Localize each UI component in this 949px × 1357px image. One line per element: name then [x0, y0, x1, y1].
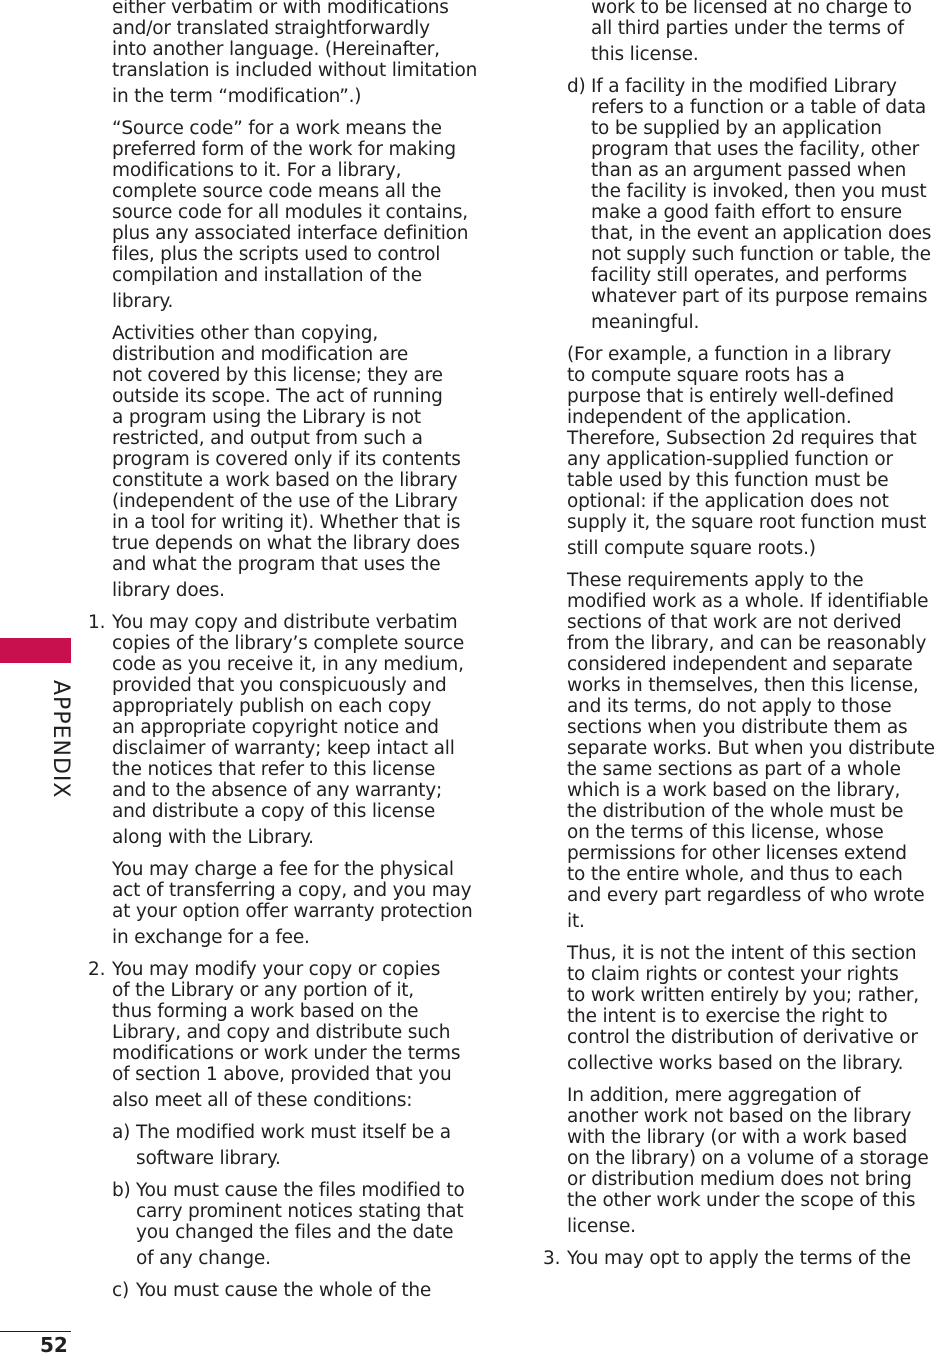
text-line: modifications to it. For a library,: [112, 160, 402, 181]
text-line: source code for all modules it contains,: [112, 202, 468, 223]
paragraph: [88, 118, 508, 312]
text-line: program that uses the facility, other: [591, 139, 920, 160]
text-line: You may charge a fee for the physical: [112, 859, 454, 880]
text-line: modifications or work under the terms: [112, 1043, 461, 1064]
text-line: distribution and modification are: [112, 344, 409, 365]
text-line: refers to a function or a table of data: [591, 97, 927, 118]
text-line: than as an argument passed when: [591, 160, 907, 181]
text-line: You must cause the files modified to: [136, 1180, 465, 1201]
text-line: at your option offer warranty protection: [112, 901, 473, 922]
list-item: [88, 612, 508, 848]
text-line: In addition, mere aggregation of: [567, 1085, 861, 1106]
text-line: considered independent and separate: [567, 654, 913, 675]
text-line: (For example, a function in a library: [567, 344, 892, 365]
text-line: in the term “modification”.): [112, 86, 362, 107]
list-marker: c): [112, 1280, 129, 1301]
text-line: appropriately publish on each copy: [112, 696, 432, 717]
text-line: of section 1 above, provided that you: [112, 1064, 452, 1085]
text-line: not covered by this license; they are: [112, 365, 443, 386]
text-line: You may copy and distribute verbatim: [112, 612, 458, 633]
text-line: to work written entirely by you; rather,: [567, 985, 919, 1006]
text-line: a program using the Library is not: [112, 407, 421, 428]
text-line: to claim rights or contest your rights: [567, 964, 899, 985]
text-line: purpose that is entirely well-defined: [567, 386, 894, 407]
text-line: and to the absence of any warranty;: [112, 780, 443, 801]
text-line: true depends on what the library does: [112, 533, 460, 554]
text-line: facility still operates, and performs: [591, 265, 907, 286]
section-label: APPENDIX: [48, 680, 73, 799]
paragraph: [543, 0, 949, 65]
text-line: modified work as a whole. If identifiable: [567, 591, 929, 612]
text-line: library.: [112, 291, 174, 312]
list-marker: b): [112, 1180, 131, 1201]
text-line: copies of the library’s complete source: [112, 633, 465, 654]
text-line: another work not based on the library: [567, 1106, 912, 1127]
text-line: from the library, and can be reasonably: [567, 633, 927, 654]
text-line: plus any associated interface definition: [112, 223, 469, 244]
text-line: compilation and installation of the: [112, 265, 422, 286]
text-line: to be supplied by an application: [591, 118, 882, 139]
text-line: all third parties under the terms of: [591, 18, 904, 39]
text-line: to compute square roots has a: [567, 365, 845, 386]
list-item: [88, 1122, 508, 1169]
right-column: [543, 0, 949, 1280]
text-line: thus forming a work based on the: [112, 1001, 419, 1022]
text-line: of the Library or any portion of it,: [112, 980, 414, 1001]
text-line: control the distribution of derivative or: [567, 1027, 918, 1048]
text-line: sections when you distribute them as: [567, 717, 908, 738]
text-line: this license.: [591, 44, 699, 65]
left-column: [88, 0, 508, 1312]
text-line: works in themselves, then this license,: [567, 675, 919, 696]
text-line: any application-supplied function or: [567, 449, 893, 470]
list-marker: 3.: [543, 1248, 561, 1269]
text-line: along with the Library.: [112, 827, 314, 848]
text-line: optional: if the application does not: [567, 491, 889, 512]
paragraph: [88, 0, 508, 107]
text-line: files, plus the scripts used to control: [112, 244, 441, 265]
text-line: Activities other than copying,: [112, 323, 379, 344]
text-line: independent of the application.: [567, 407, 852, 428]
paragraph: [543, 943, 949, 1074]
text-line: make a good faith effort to ensure: [591, 202, 902, 223]
text-line: “Source code” for a work means the: [112, 118, 442, 139]
list-item: [88, 1280, 508, 1301]
text-line: which is a work based on the library,: [567, 780, 901, 801]
text-line: the same sections as part of a whole: [567, 759, 901, 780]
text-line: work to be licensed at no charge to: [591, 0, 912, 18]
text-line: in a tool for writing it). Whether that is: [112, 512, 461, 533]
text-line: program is covered only if its contents: [112, 449, 461, 470]
list-marker: a): [112, 1122, 131, 1143]
text-line: collective works based on the library.: [567, 1053, 904, 1074]
list-marker: 2.: [88, 959, 106, 980]
text-line: still compute square roots.): [567, 538, 816, 559]
list-marker: d): [567, 76, 586, 97]
text-line: software library.: [136, 1148, 281, 1169]
text-line: restricted, and output from such a: [112, 428, 423, 449]
text-line: and its terms, do not apply to those: [567, 696, 892, 717]
text-line: These requirements apply to the: [567, 570, 864, 591]
text-line: and what the program that uses the: [112, 554, 441, 575]
text-line: into another language. (Hereinafter,: [112, 39, 440, 60]
text-line: the distribution of the whole must be: [567, 801, 904, 822]
text-line: or distribution medium does not bring: [567, 1169, 912, 1190]
text-line: constitute a work based on the library: [112, 470, 458, 491]
text-line: to the entire whole, and thus to each: [567, 864, 903, 885]
paragraph: [543, 344, 949, 559]
text-line: of any change.: [136, 1248, 271, 1269]
text-line: table used by this function must be: [567, 470, 889, 491]
text-line: the other work under the scope of this: [567, 1190, 916, 1211]
text-line: The modified work must itself be a: [136, 1122, 451, 1143]
text-line: provided that you conspicuously and: [112, 675, 447, 696]
section-tab-marker: [0, 638, 71, 663]
text-line: with the library (or with a work based: [567, 1127, 908, 1148]
text-line: in exchange for a fee.: [112, 927, 310, 948]
text-line: You must cause the whole of the: [136, 1280, 432, 1301]
text-line: on the terms of this license, whose: [567, 822, 884, 843]
text-line: either verbatim or with modifications: [112, 0, 449, 18]
text-line: carry prominent notices stating that: [136, 1201, 464, 1222]
text-line: Therefore, Subsection 2d requires that: [567, 428, 917, 449]
text-line: the facility is invoked, then you must: [591, 181, 927, 202]
paragraph: [543, 1085, 949, 1237]
text-line: that, in the event an application does: [591, 223, 932, 244]
text-line: and/or translated straightforwardly: [112, 18, 430, 39]
text-line: the intent is to exercise the right to: [567, 1006, 888, 1027]
text-line: license.: [567, 1216, 636, 1237]
text-line: permissions for other licenses extend: [567, 843, 907, 864]
text-line: You may opt to apply the terms of the: [567, 1248, 911, 1269]
text-line: Thus, it is not the intent of this section: [567, 943, 917, 964]
text-line: If a facility in the modified Library: [591, 76, 897, 97]
text-line: whatever part of its purpose remains: [591, 286, 928, 307]
paragraph: [88, 323, 508, 601]
text-line: it.: [567, 911, 585, 932]
list-item: [88, 1180, 508, 1269]
list-item: [543, 1248, 949, 1269]
text-line: code as you receive it, in any medium,: [112, 654, 464, 675]
text-line: separate works. But when you distribute: [567, 738, 935, 759]
text-line: supply it, the square root function must: [567, 512, 927, 533]
text-line: the notices that refer to this license: [112, 759, 436, 780]
text-line: on the library) on a volume of a storage: [567, 1148, 929, 1169]
text-line: preferred form of the work for making: [112, 139, 456, 160]
text-line: translation is included without limitation: [112, 60, 478, 81]
text-line: outside its scope. The act of running: [112, 386, 443, 407]
text-line: sections of that work are not derived: [567, 612, 902, 633]
list-item: [88, 959, 508, 1111]
text-line: disclaimer of warranty; keep intact all: [112, 738, 455, 759]
list-item: [543, 76, 949, 333]
text-line: complete source code means all the: [112, 181, 442, 202]
text-line: (independent of the use of the Library: [112, 491, 458, 512]
text-line: You may modify your copy or copies: [112, 959, 441, 980]
text-line: also meet all of these conditions:: [112, 1090, 413, 1111]
text-line: act of transferring a copy, and you may: [112, 880, 472, 901]
text-line: Library, and copy and distribute such: [112, 1022, 451, 1043]
paragraph: [88, 859, 508, 948]
paragraph: [543, 570, 949, 932]
text-line: library does.: [112, 580, 225, 601]
text-line: an appropriate copyright notice and: [112, 717, 439, 738]
text-line: meaningful.: [591, 312, 700, 333]
text-line: not supply such function or table, the: [591, 244, 931, 265]
page-number-rule: [0, 1331, 71, 1332]
page-number: 52: [40, 1333, 68, 1357]
list-marker: 1.: [88, 612, 106, 633]
text-line: you changed the files and the date: [136, 1222, 454, 1243]
text-line: and every part regardless of who wrote: [567, 885, 925, 906]
text-line: and distribute a copy of this license: [112, 801, 435, 822]
